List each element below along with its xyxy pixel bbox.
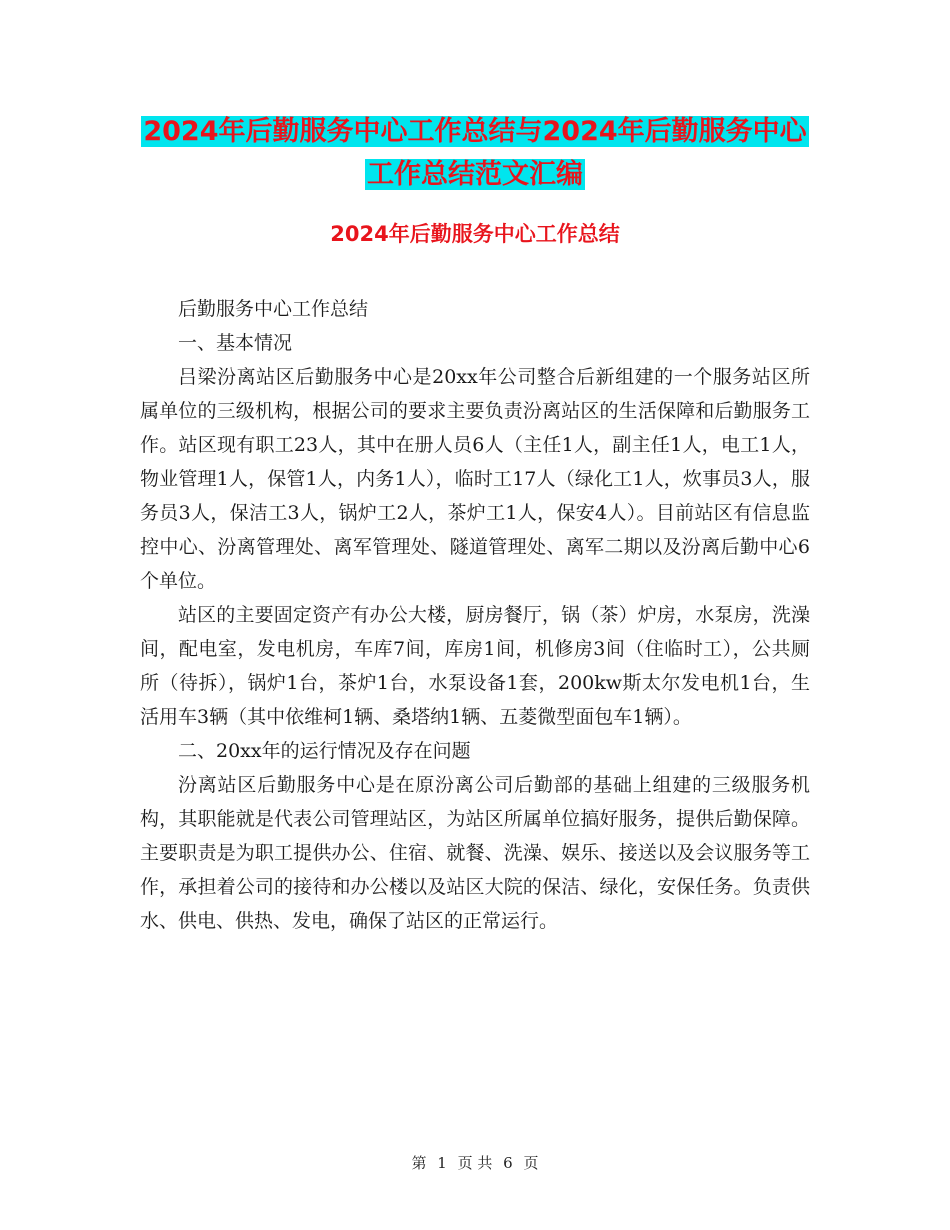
document-title-line-1 — [0, 110, 950, 154]
title-highlight-1: 2024年后勤服务中心工作总结与2024年后勤服务中心 — [143, 116, 807, 147]
page-total: 6 — [503, 1154, 513, 1172]
paragraph-operations: 汾离站区后勤服务中心是在原汾离公司后勤部的基础上组建的三级服务机构，其职能就是代表公司管理站区，为站区所属单位搞好服务，提供后勤保障。主要职责是为职工提供办公、住宿、就餐、洗澡、娱乐、接送以及会议服务等工作，承担着公司的接待和办公楼以及站区大院的保洁、绿化，安保任务。负责供水、供电、供热、发电，确保了站区的正常运行。 — [140, 774, 810, 932]
footer-prefix: 第 — [411, 1154, 427, 1172]
paragraph-heading: 后勤服务中心工作总结 — [178, 298, 369, 320]
paragraph-section-2: 二、20xx年的运行情况及存在问题 — [178, 740, 471, 762]
page-footer — [0, 1152, 950, 1173]
footer-mid: 页 共 — [457, 1154, 493, 1172]
paragraph-assets: 站区的主要固定资产有办公大楼，厨房餐厅，锅（茶）炉房，水泵房，洗澡间，配电室，发电机房，车库7间，库房1间，机修房3间（住临时工），公共厕所（待拆），锅炉1台，茶炉1台，水泵设备1套，200kw斯太尔发电机1台，生活用车3辆（其中依维柯1辆、桑塔纳1辆、五菱微型面包车1辆）。 — [140, 604, 810, 728]
section-title: 2024年后勤服务中心工作总结 — [330, 222, 620, 246]
page-number: 1 — [437, 1154, 447, 1172]
footer-suffix: 页 — [523, 1154, 539, 1172]
document-body — [140, 292, 810, 938]
document-title-line-2 — [0, 153, 950, 197]
paragraph-basic-info: 吕梁汾离站区后勤服务中心是20xx年公司整合后新组建的一个服务站区所属单位的三级机构，根据公司的要求主要负责汾离站区的生活保障和后勤服务工作。站区现有职工23人，其中在册人员6人（主任1人，副主任1人，电工1人，物业管理1人，保管1人，内务1人），临时工17人（绿化工1人，炊事员3人，服务员3人，保洁工3人，锅炉工2人，茶炉工1人，保安4人）。目前站区有信息监控中心、汾离管理处、离军管理处、隧道管理处、离军二期以及汾离后勤中心6个单位。 — [140, 366, 810, 592]
paragraph-section-1: 一、基本情况 — [178, 332, 293, 354]
title-highlight-2: 工作总结范文汇编 — [367, 159, 583, 190]
